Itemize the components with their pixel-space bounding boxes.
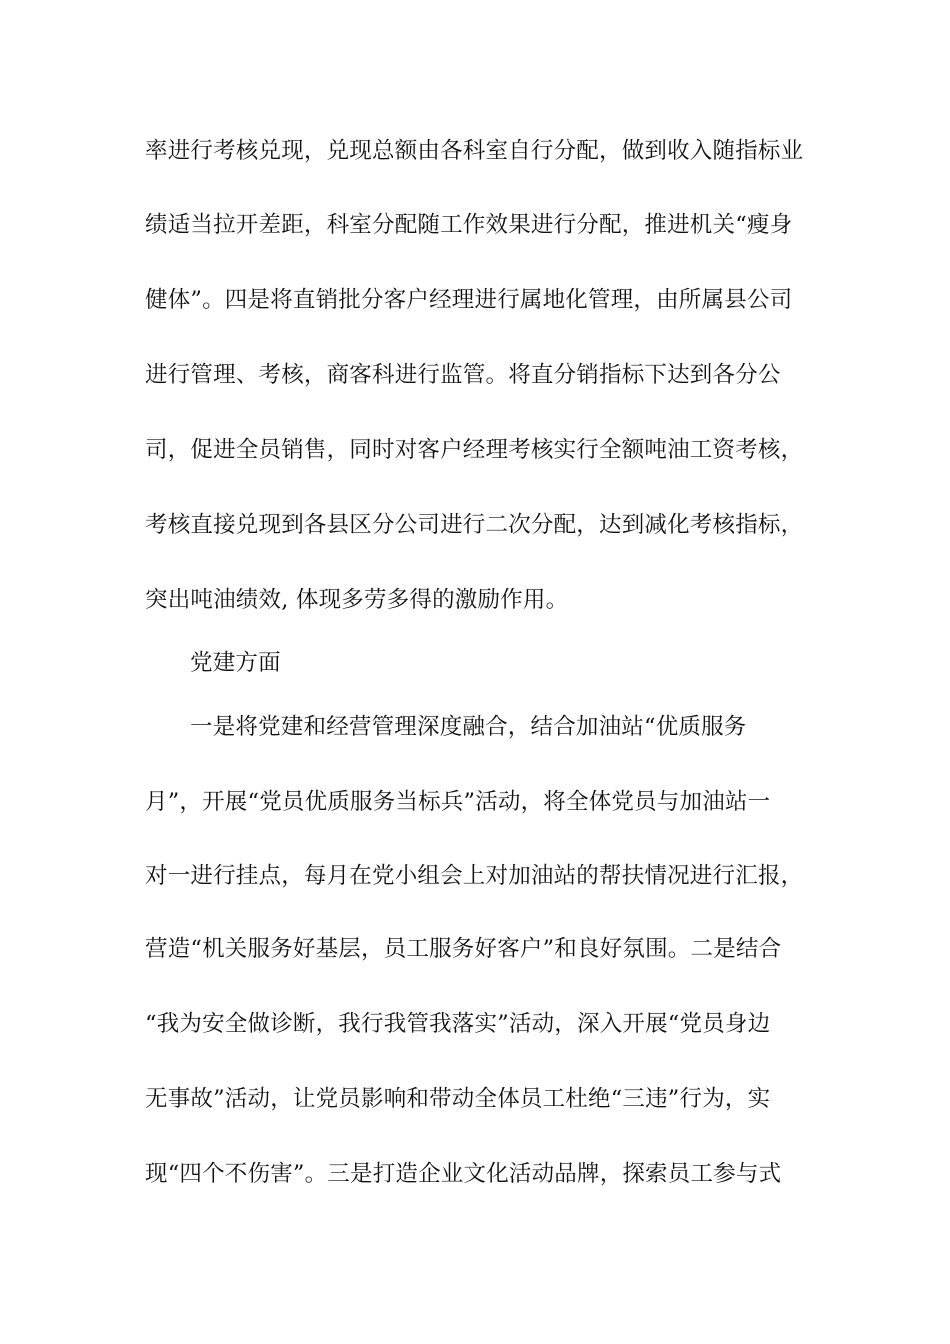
paragraph-1-line-1: 率进行考核兑现，兑现总额由各科室自行分配，做到收入随指标业 [145,138,804,164]
section-heading: 党建方面 [190,650,281,676]
paragraph-2-line-2: 月”，开展“党员优质服务当标兵”活动，将全体党员与加油站一 [145,789,771,815]
paragraph-1-line-4: 进行管理、考核，商客科进行监管。将直分销指标下达到各分公 [145,362,781,388]
paragraph-2-line-6: 无事故”活动，让党员影响和带动全体员工杜绝“三违”行为，实 [145,1086,771,1112]
paragraph-2-line-4: 营造“机关服务好基层，员工服务好客户”和良好氛围。二是结合 [145,936,782,962]
paragraph-1-line-7: 突出吨油绩效, 体现多劳多得的激励作用。 [145,587,569,613]
paragraph-2-line-7: 现“四个不伤害”。三是打造企业文化活动品牌，探索员工参与式 [145,1161,782,1187]
paragraph-1-line-5: 司，促进全员销售，同时对客户经理考核实行全额吨油工资考核， [145,437,804,463]
paragraph-1-line-6: 考核直接兑现到各县区分公司进行二次分配，达到减化考核指标， [145,512,804,538]
paragraph-1-line-3: 健体”。四是将直销批分客户经理进行属地化管理，由所属县公司 [145,287,793,313]
paragraph-1-line-2: 绩适当拉开差距，科室分配随工作效果进行分配，推进机关“瘦身 [145,212,793,238]
paragraph-2-line-3: 对一进行挂点，每月在党小组会上对加油站的帮扶情况进行汇报， [145,863,804,889]
paragraph-2-line-1: 一是将党建和经营管理深度融合，结合加油站“优质服务 [190,714,747,740]
paragraph-2-line-5: “我为安全做诊断，我行我管我落实”活动，深入开展“党员身边 [145,1011,771,1037]
